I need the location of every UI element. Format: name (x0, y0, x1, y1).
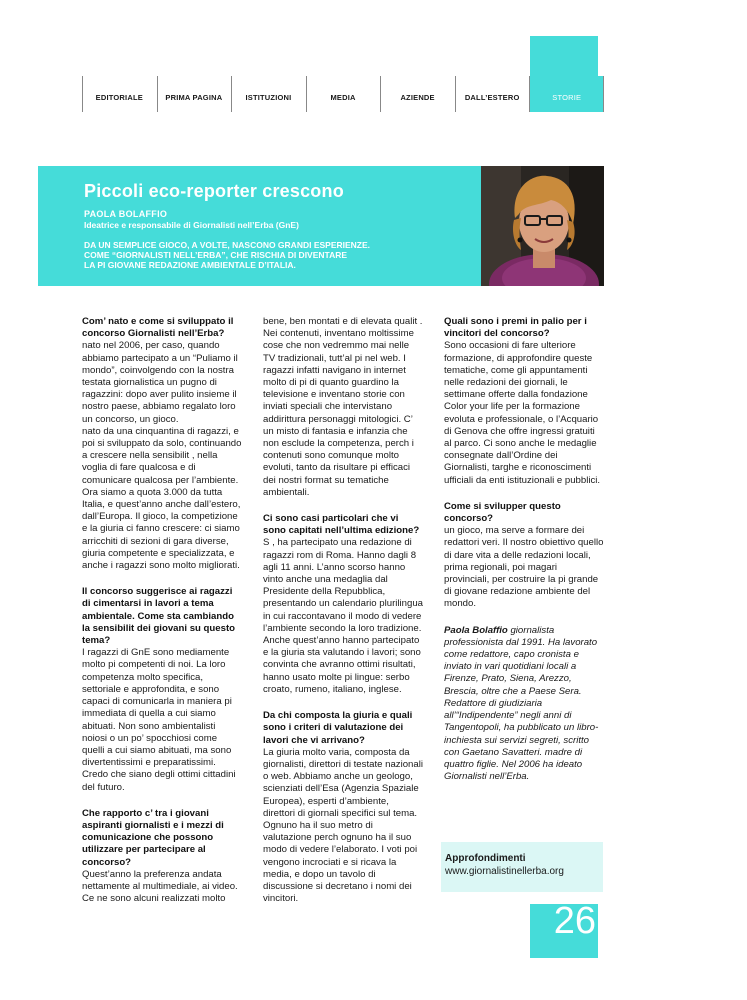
answer-paragraph: bene, ben montati e di elevata qualit . Nei contenuti, inventano moltissime cose che non vedremmo mai nelle TV tradizionali, tutt’al pi nel web. I ragazzi infatti navigano in internet molto di pi di quanto guardino la televisione e inventano storie con inviati speciali che intervistano addirittura personaggi mitologici. C’ un misto di fantasia e infanzia che non esclude la competenza, perch i contenuti sono comunque molto evoluti, tanto da risultare pi efficaci dei nostri format su tematiche ambientali. (263, 316, 423, 498)
question-heading: Com’ nato e come si sviluppato il concorso Giornalisti nell’Erba? (82, 316, 234, 340)
author-portrait (481, 166, 604, 286)
answer-paragraph: La giuria molto varia, composta da giornalisti, direttori di testate nazionali o web. Abbiamo anche un geologo, scienziati dell’Esa (Agenzia Spaziale Europea), esperti d’ambiente, direttori di giornali specifici sul tema. Ognuno ha il suo metro di valutazione perch ognuno ha il suo modo di vedere l’elaborato. I voti poi vengono incrociati e si ricava la media, e dopo un tavolo di discussione si decretano i nomi dei vincitori. (263, 746, 423, 905)
article-header (38, 166, 604, 286)
bio-author-name: Paola Bolaffio (444, 624, 508, 636)
page-number: 26 (553, 900, 596, 942)
nav-item-editoriale[interactable]: EDITORIALE (82, 76, 157, 112)
question-heading: Come si svilupper questo concorso? (444, 500, 561, 525)
nav-item-dall-estero[interactable]: DALL’ESTERO (455, 76, 530, 112)
page-number-block (530, 900, 598, 958)
question-heading: Ci sono casi particolari che vi sono capitati nell’ultima edizione? (263, 513, 420, 537)
question-heading: Che rapporto c’ tra i giovani aspiranti giornalisti e i mezzi di comunicazione che possono utilizzare per partecipare al concorso? (82, 807, 224, 868)
nav-item-istituzioni[interactable]: ISTITUZIONI (231, 76, 306, 112)
article-column-2 (263, 316, 423, 905)
further-reading-link[interactable]: www.giornalistinellerba.org (445, 866, 564, 877)
nav-item-aziende[interactable]: AZIENDE (380, 76, 455, 112)
bio-text: giornalista professionista dal 1991. Ha lavorato come redattore, capo cronista e inviato in vari quotidiani locali a Firenze, Prato, Siena, Arezzo, Brescia, oltre che a Paese Sera. Redattore di giudiziaria all’“Indipendente” negli anni di Tangentopoli, ha pubblicato un libro-inchiesta sui servizi segreti, scritto con Gaetano Savatteri. madre di quattro figlie. Nel 2006 ha ideato Giornalisti nell’Erba. (444, 624, 599, 783)
lead-line: LA PI GIOVANE REDAZIONE AMBIENTALE D’ITALIA. (84, 260, 296, 270)
article-column-1 (82, 316, 242, 905)
lead-line: COME “GIORNALISTI NELL’ERBA”, CHE RISCHIA DI DIVENTARE (84, 250, 348, 260)
article-author: PAOLA BOLAFFIO (84, 209, 168, 219)
answer-paragraph: un gioco, ma serve a formare dei redattori veri. Il nostro obiettivo quello di dare vita a delle redazioni locali, prima regionali, poi magari provinciali, per costruire la pi grande di giovane redazione ambiente del mondo. (444, 525, 604, 610)
author-role: Ideatrice e responsabile di Giornalisti nell’Erba (GnE) (84, 220, 299, 230)
further-reading-title: Approfondimenti (445, 853, 526, 864)
answer-paragraph: I ragazzi di GnE sono mediamente molto pi competenti di noi. La loro competenza molto specifica, settoriale e approfondita, e sono capaci di comunicarla in maniera pi immediata di quella a cui siamo abituati. Non sono ambientalisti noiosi o un po’ spocchiosi come quelli a cui siamo abituati, ma sono divertentissimi e preparatissimi. Credo che siano degli ottimi cittadini del futuro. (82, 647, 236, 793)
author-bio (444, 625, 604, 784)
answer-paragraph: S , ha partecipato una redazione di ragazzi rom di Roma. Hanno dagli 8 agli 11 anni. L’anno scorso hanno vinto anche una medaglia dal Presidente della Repubblica, presentando un calendario plurilingua in cui raccontavano il modo di vedere l’ambiente secondo la loro tradizione. Anche quest’anno hanno partecipato e la giuria sta valutando i lavori; sono convinta che avranno ottimi risultati, hanno usato molte pi lingue: serbo croato, rumeno, italiano, inglese. (263, 537, 424, 695)
nav-item-prima-pagina[interactable]: PRIMA PAGINA (157, 76, 232, 112)
answer-paragraph: nato da una cinquantina di ragazzi, e poi si sviluppato da solo, continuando a crescere nella sensibilit , nella voglia di fare qualcosa e di comunicare qualcosa per l’ambiente. Ora siamo a quota 3.000 da tutta Italia, e quest’anno anche dall’estero, dall’Europa. Il gioco, la competizione e la giuria ci fanno crescere: ci siamo arricchiti di sezioni di gara diverse, giuria competente e specializzata, e anche i ragazzi sono molto migliorati. (82, 425, 242, 572)
article-column-3 (444, 316, 604, 783)
portrait-photo (481, 166, 604, 286)
answer-paragraph: nato nel 2006, per caso, quando abbiamo partecipato a un “Puliamo il mondo”, coinvolgendo con la nostra testata giornalistica un pugno di ragazzini: dopo aver pulito insieme il nostro paese, abbiamo regalato loro un concorso, un gioco. (82, 340, 238, 425)
question-heading: Il concorso suggerisce ai ragazzi di cimentarsi in lavori a tema ambientale. Come sta cambiando la sensibilit dei giovani su questo tema? (82, 586, 235, 647)
article-title: Piccoli eco-reporter crescono (84, 181, 344, 201)
lead-line: DA UN SEMPLICE GIOCO, A VOLTE, NASCONO GRANDI ESPERIENZE. (84, 240, 371, 250)
section-nav (82, 76, 604, 112)
nav-item-media[interactable]: MEDIA (306, 76, 381, 112)
further-reading-box (441, 842, 603, 892)
nav-item-storie[interactable]: STORIE (529, 76, 604, 112)
question-heading: Da chi composta la giuria e quali sono i criteri di valutazione dei lavori che vi arrivano? (263, 710, 413, 746)
article-lead (84, 240, 394, 270)
question-heading: Quali sono i premi in palio per i vincitori del concorso? (444, 316, 587, 340)
answer-paragraph: Sono occasioni di fare ulteriore formazione, di approfondire queste tematiche, come gli appuntamenti nelle redazioni dei giornali, le settimane offerte dalla fondazione Color your life per la formazione evoluta e professionale, o l’Acquario di Genova che offre ingressi gratuiti al parco. Ci sono anche le medaglie consegnate dall’Ordine dei Giornalisti, targhe e riconoscimenti ufficiali da enti istituzionali e pubblici. (444, 340, 601, 486)
answer-paragraph: Quest’anno la preferenza andata nettamente al multimediale, ai video. Ce ne sono alcuni realizzati molto (82, 868, 238, 905)
